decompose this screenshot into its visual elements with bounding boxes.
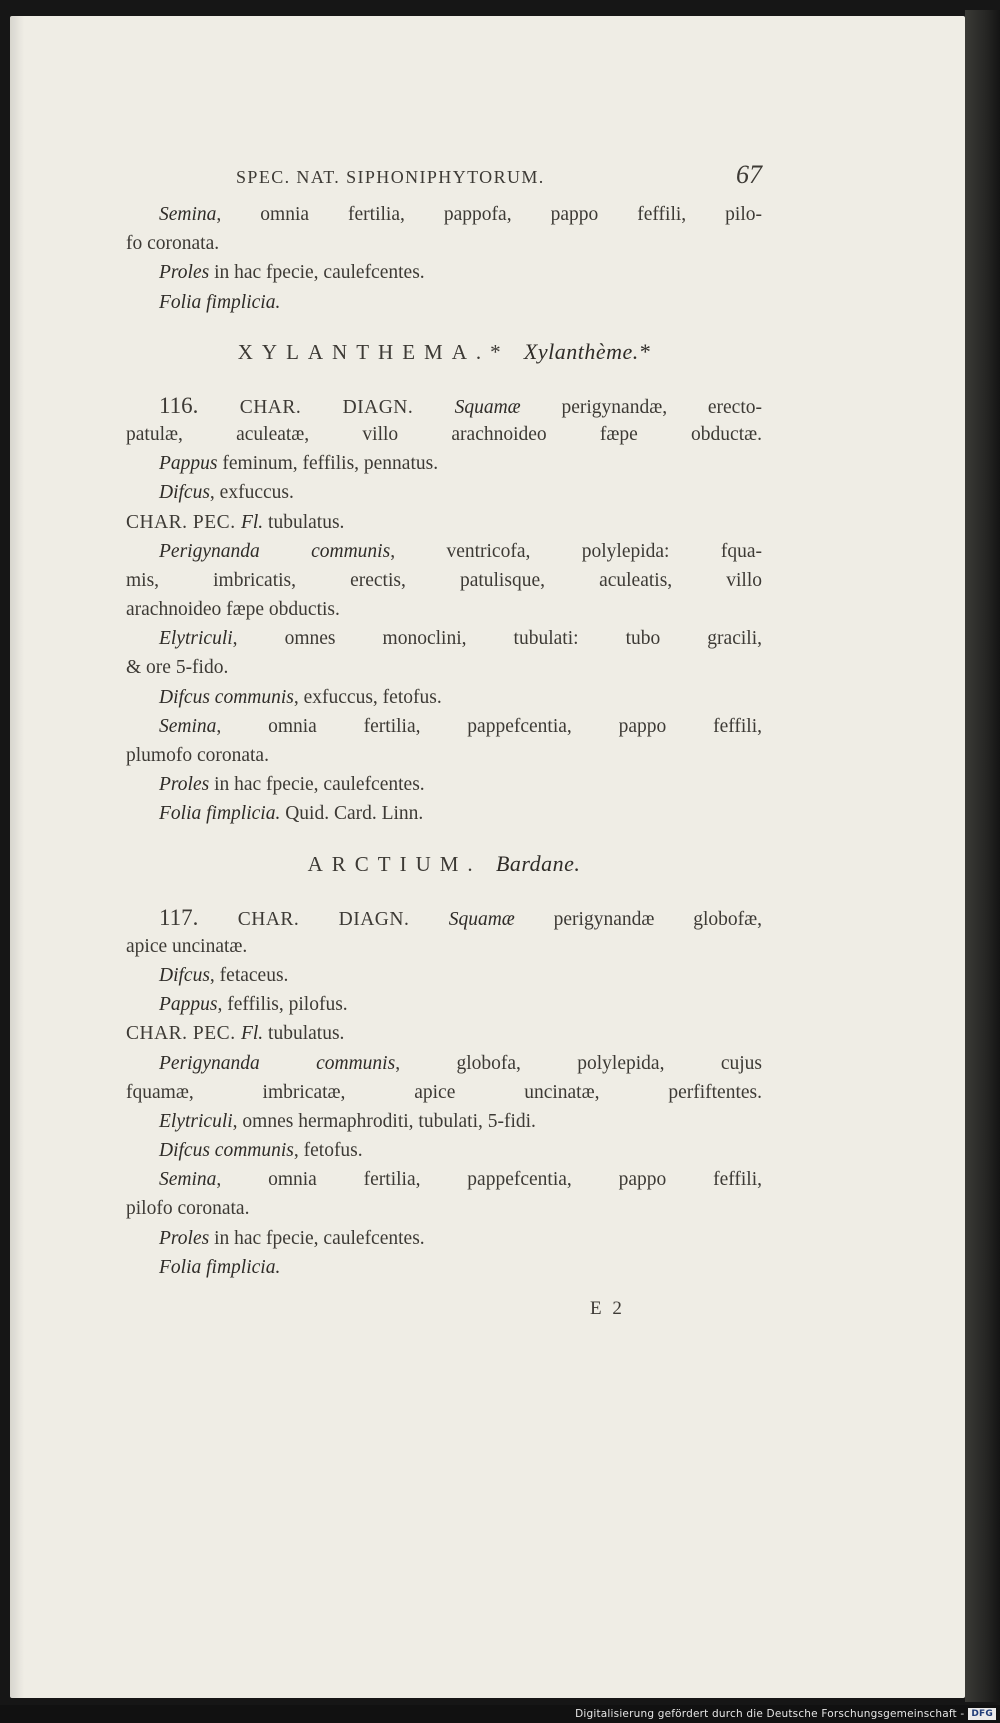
text-line bbox=[126, 624, 762, 653]
italic-term: Proles bbox=[159, 774, 210, 796]
text-run: , exfuccus. bbox=[209, 482, 294, 504]
text-line bbox=[126, 391, 762, 420]
genus-name: XYLANTHEMA.* bbox=[237, 339, 510, 364]
italic-term: Folia fimplicia. bbox=[159, 291, 281, 313]
text-line bbox=[126, 683, 762, 712]
italic-term: Perigynanda communis bbox=[159, 1052, 396, 1074]
dfg-logo: DFG bbox=[968, 1708, 996, 1720]
text-run: in hac fpecie, caulefcentes. bbox=[209, 774, 425, 796]
text-line bbox=[126, 449, 762, 478]
italic-term: Semina bbox=[159, 715, 217, 737]
italic-term: Difcus communis bbox=[159, 686, 294, 708]
text-line bbox=[126, 288, 762, 317]
text-line bbox=[126, 1049, 762, 1078]
book-cover-edge bbox=[965, 10, 1000, 1702]
page-text-block bbox=[126, 160, 762, 1328]
text-line bbox=[126, 712, 762, 741]
text-line bbox=[126, 566, 762, 595]
text-run: fquamæ, imbricatæ, apice uncinatæ, perfiftentes. bbox=[126, 1081, 762, 1103]
text-line bbox=[126, 741, 762, 770]
text-line bbox=[126, 653, 762, 682]
italic-term: Semina bbox=[159, 204, 217, 225]
text-line bbox=[126, 1019, 762, 1048]
text-run: CHAR. PEC. bbox=[126, 1023, 241, 1045]
digitization-footer bbox=[0, 1705, 1000, 1723]
genus-vernacular: Bardane. bbox=[495, 850, 581, 876]
text-line bbox=[126, 1107, 762, 1136]
intro-lines bbox=[126, 200, 762, 317]
italic-term: Elytriculi bbox=[159, 1110, 233, 1132]
italic-term: Squamæ bbox=[454, 396, 521, 418]
text-line bbox=[126, 1136, 762, 1165]
text-line bbox=[126, 420, 762, 449]
signature-mark: E 2 bbox=[590, 1298, 625, 1319]
running-header bbox=[126, 160, 762, 200]
genus-vernacular: Xylanthème.* bbox=[523, 338, 651, 364]
italic-term: Semina bbox=[159, 1169, 217, 1191]
text-run: & ore 5-fido. bbox=[126, 657, 229, 679]
italic-term: Difcus bbox=[159, 482, 210, 504]
text-run: , fetofus. bbox=[293, 1140, 363, 1162]
xylanthema-description bbox=[126, 391, 762, 829]
text-run: , feffilis, pilofus. bbox=[217, 994, 348, 1016]
text-line bbox=[126, 903, 762, 932]
italic-term: Proles bbox=[159, 262, 210, 284]
text-run: Quid. Card. Linn. bbox=[280, 803, 424, 825]
text-run: fo coronata. bbox=[126, 233, 220, 255]
text-line bbox=[126, 508, 762, 537]
text-run: tubulatus. bbox=[263, 1023, 345, 1045]
footer-credit: Digitalisierung gefördert durch die Deutsche Forschungsgemeinschaft - bbox=[575, 1708, 965, 1720]
text-line bbox=[126, 990, 762, 1019]
genus-heading-xylanthema bbox=[126, 337, 762, 371]
text-run: CHAR. DIAGN. bbox=[198, 396, 455, 418]
text-line bbox=[126, 200, 762, 229]
italic-term: Folia fimplicia. bbox=[159, 803, 281, 825]
text-line bbox=[126, 799, 762, 828]
text-run: in hac fpecie, caulefcentes. bbox=[209, 1227, 425, 1249]
text-run: , omnia fertilia, pappefcentia, pappo feffili, bbox=[216, 715, 762, 737]
text-line bbox=[126, 961, 762, 990]
text-line bbox=[126, 1165, 762, 1194]
arctium-description bbox=[126, 903, 762, 1282]
text-run: pilofo coronata. bbox=[126, 1198, 250, 1220]
page-edge-shadow bbox=[10, 16, 24, 1698]
text-run: plumofo coronata. bbox=[126, 745, 269, 766]
text-run: arachnoideo fæpe obductis. bbox=[126, 599, 340, 621]
page-number: 67 bbox=[736, 160, 762, 189]
text-run: mis, imbricatis, erectis, patulisque, aculeatis, villo bbox=[126, 569, 762, 591]
running-title: SPEC. NAT. SIPHONIPHYTORUM. bbox=[236, 167, 545, 187]
text-run: , omnia fertilia, pappofa, pappo feffili, pilo- bbox=[216, 204, 762, 225]
text-line bbox=[126, 537, 762, 566]
text-run: 117. bbox=[159, 904, 199, 930]
text-line bbox=[126, 1224, 762, 1253]
text-run: feminum, feffilis, pennatus. bbox=[217, 453, 439, 475]
text-line bbox=[126, 1253, 762, 1282]
italic-term: Pappus bbox=[159, 994, 218, 1016]
text-run: in hac fpecie, caulefcentes. bbox=[209, 262, 425, 284]
italic-term: Difcus communis bbox=[159, 1140, 294, 1162]
text-run: , omnia fertilia, pappefcentia, pappo feffili, bbox=[216, 1169, 762, 1191]
genus-name: ARCTIUM. bbox=[307, 851, 482, 876]
text-line bbox=[126, 1194, 762, 1223]
italic-term: Fl. bbox=[240, 511, 264, 533]
text-line bbox=[126, 258, 762, 287]
italic-term: Proles bbox=[159, 1227, 210, 1249]
italic-term: Elytriculi bbox=[159, 628, 233, 650]
text-run: CHAR. DIAGN. bbox=[198, 908, 449, 930]
text-run: , ventricofa, polylepida: fqua- bbox=[390, 540, 762, 562]
text-run: apice uncinatæ. bbox=[126, 935, 248, 957]
text-line bbox=[126, 1078, 762, 1107]
italic-term: Squamæ bbox=[448, 908, 515, 930]
text-run: , omnes monoclini, tubulati: tubo gracili, bbox=[232, 628, 762, 650]
text-line bbox=[126, 595, 762, 624]
italic-term: Perigynanda communis bbox=[159, 540, 391, 562]
italic-term: Fl. bbox=[240, 1023, 264, 1045]
text-line bbox=[126, 932, 762, 961]
italic-term: Folia fimplicia. bbox=[159, 1256, 281, 1278]
text-run: perigynandæ globofæ, bbox=[514, 908, 762, 930]
text-run: , exfuccus, fetofus. bbox=[293, 686, 442, 708]
italic-term: Pappus bbox=[159, 453, 218, 475]
text-run: , globofa, polylepida, cujus bbox=[395, 1052, 762, 1074]
genus-heading-arctium bbox=[126, 849, 762, 883]
text-run: CHAR. PEC. bbox=[126, 511, 241, 533]
text-line bbox=[126, 478, 762, 507]
text-run: patulæ, aculeatæ, villo arachnoideo fæpe obductæ. bbox=[126, 423, 762, 445]
text-run: perigynandæ, erecto- bbox=[520, 396, 763, 418]
text-run: , omnes hermaphroditi, tubulati, 5-fidi. bbox=[232, 1110, 536, 1132]
italic-term: Difcus bbox=[159, 964, 210, 986]
text-line bbox=[126, 770, 762, 799]
text-run: , fetaceus. bbox=[209, 964, 289, 986]
text-run: tubulatus. bbox=[263, 511, 345, 533]
text-run: 116. bbox=[159, 392, 199, 418]
text-line bbox=[126, 229, 762, 258]
